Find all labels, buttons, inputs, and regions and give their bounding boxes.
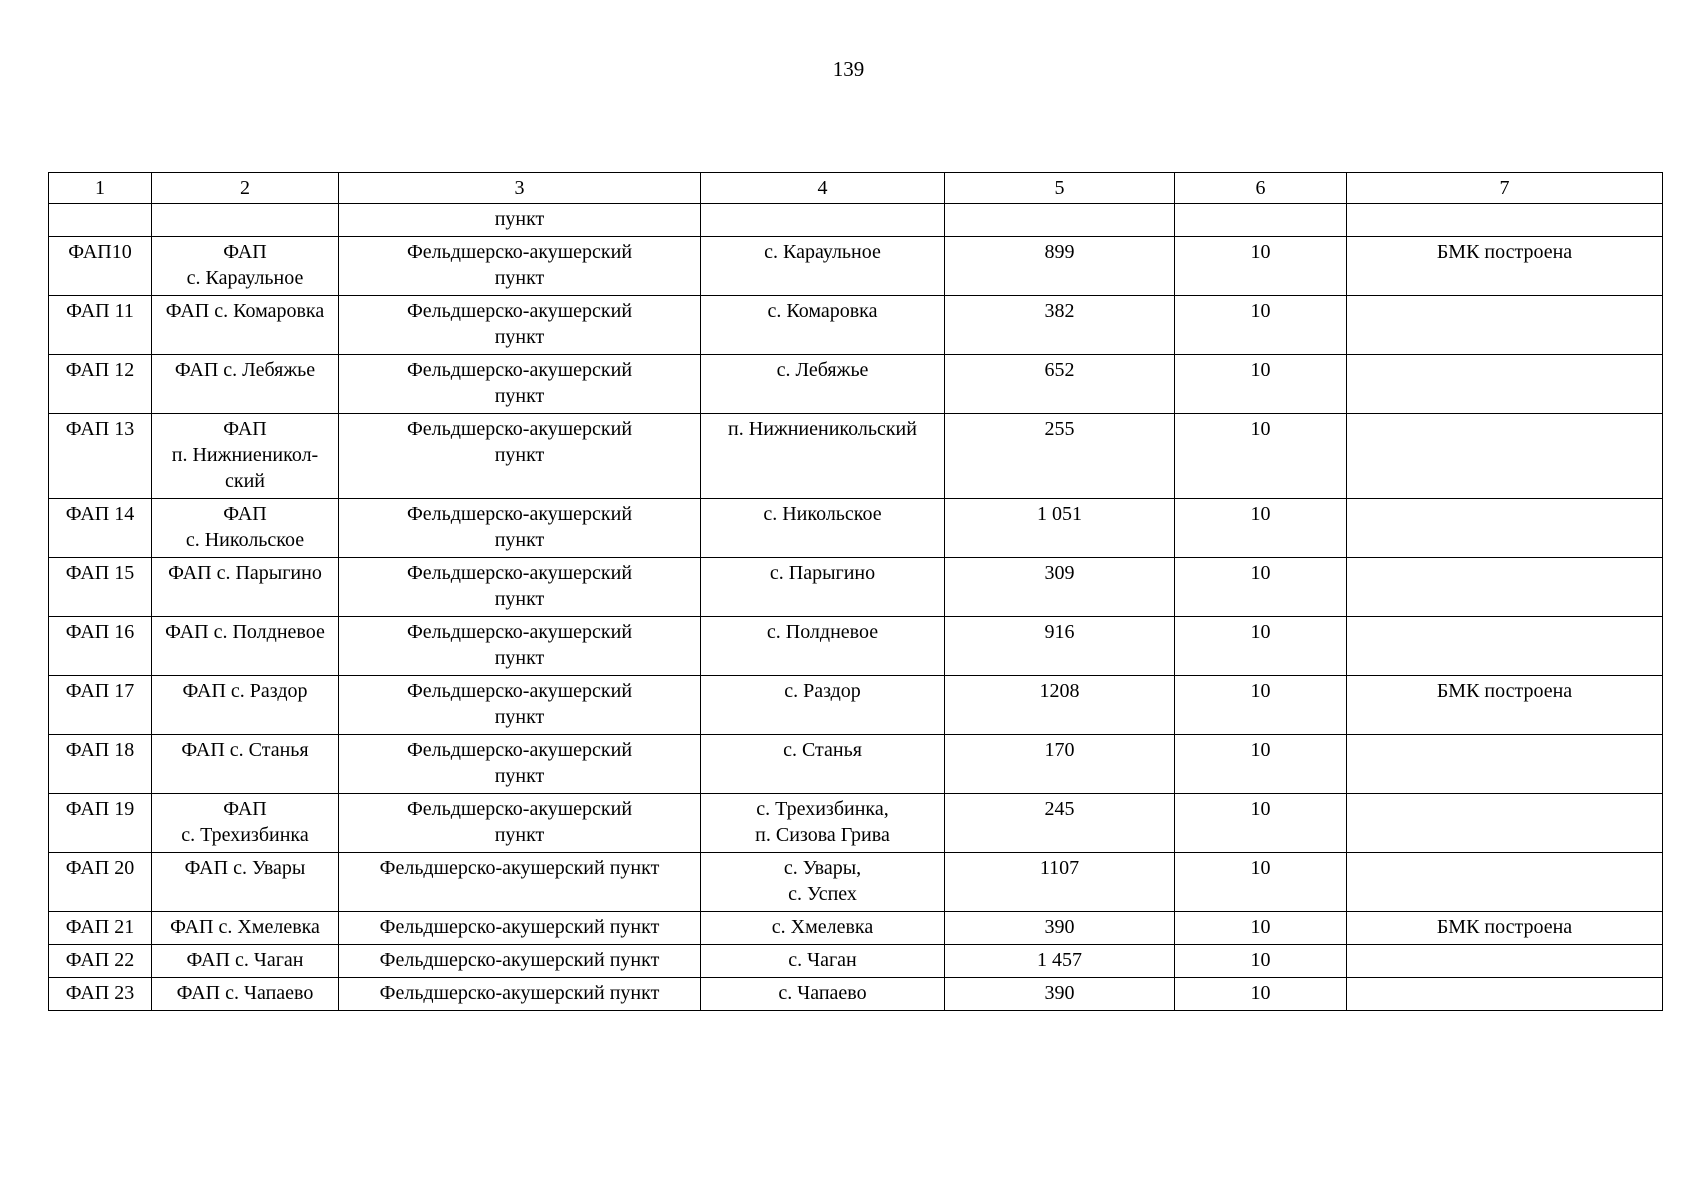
table-row: [49, 945, 1663, 978]
cell-text-line: 1107: [1039, 857, 1080, 879]
cell-population: [945, 912, 1175, 945]
cell-facility-name: [152, 237, 339, 296]
table-row: [49, 617, 1663, 676]
table-body: [49, 204, 1663, 1011]
cell-text-line: 10: [1250, 916, 1271, 938]
cell-radius: [1175, 794, 1347, 853]
cell-text-line: Фельдшерско-акушерский: [406, 562, 633, 584]
cell-facility-name: [152, 978, 339, 1011]
cell-text-line: пункт: [494, 588, 545, 610]
cell-text-line: п. Нижниеникол-: [171, 444, 319, 466]
cell-text-line: с. Караульное: [764, 241, 881, 263]
table-row: [49, 204, 1663, 237]
cell-note: [1347, 355, 1663, 414]
cell-code: [49, 735, 152, 794]
cell-text-line: 10: [1250, 241, 1271, 263]
cell-facility-type: [339, 676, 701, 735]
cell-text-line: с. Никольское: [763, 503, 882, 525]
cell-text-line: ский: [225, 470, 265, 492]
cell-text-line: ФАП 18: [65, 739, 135, 761]
cell-radius: [1175, 735, 1347, 794]
cell-text-line: ФАП 23: [65, 982, 135, 1004]
cell-text-line: Фельдшерско-акушерский пункт: [379, 916, 660, 938]
cell-code: [49, 912, 152, 945]
cell-facility-name: [152, 912, 339, 945]
cell-facility-name: [152, 945, 339, 978]
cell-text-line: 10: [1250, 982, 1271, 1004]
cell-settlement: [701, 945, 945, 978]
cell-text-line: 10: [1250, 798, 1271, 820]
cell-facility-type: [339, 912, 701, 945]
cell-population: [945, 204, 1175, 237]
cell-code: [49, 794, 152, 853]
cell-text-line: ФАП 15: [65, 562, 135, 584]
cell-text-line: 390: [1044, 982, 1075, 1004]
cell-settlement: [701, 204, 945, 237]
cell-text-line: 255: [1044, 418, 1075, 440]
cell-text-line: Фельдшерско-акушерский: [406, 621, 633, 643]
cell-population: [945, 296, 1175, 355]
cell-facility-name: [152, 355, 339, 414]
cell-facility-type: [339, 204, 701, 237]
cell-text-line: 10: [1250, 857, 1271, 879]
page-number: 139: [832, 57, 865, 81]
cell-note: [1347, 676, 1663, 735]
cell-note: [1347, 945, 1663, 978]
cell-text-line: ФАП: [223, 418, 267, 440]
cell-text-line: 390: [1044, 916, 1075, 938]
column-number: 2: [152, 173, 339, 204]
cell-population: [945, 499, 1175, 558]
cell-text-line: 916: [1044, 621, 1075, 643]
cell-text-line: пункт: [494, 326, 545, 348]
cell-text-line: ФАП 19: [65, 798, 135, 820]
table-row: [49, 978, 1663, 1011]
column-number-row: [49, 173, 1663, 204]
cell-facility-type: [339, 558, 701, 617]
cell-population: [945, 735, 1175, 794]
cell-text-line: Фельдшерско-акушерский: [406, 359, 633, 381]
cell-text-line: Фельдшерско-акушерский: [406, 418, 633, 440]
cell-population: [945, 355, 1175, 414]
cell-text-line: ФАП с. Полдневое: [165, 621, 325, 643]
cell-text-line: 10: [1250, 739, 1271, 761]
cell-text-line: 10: [1250, 418, 1271, 440]
cell-facility-name: [152, 794, 339, 853]
cell-text-line: 10: [1250, 562, 1271, 584]
cell-note: [1347, 414, 1663, 499]
table-row: [49, 499, 1663, 558]
cell-code: [49, 414, 152, 499]
cell-note: [1347, 204, 1663, 237]
cell-facility-type: [339, 499, 701, 558]
cell-text-line: Фельдшерско-акушерский: [406, 300, 633, 322]
cell-code: [49, 355, 152, 414]
cell-text-line: ФАП 14: [65, 503, 135, 525]
table-row: [49, 296, 1663, 355]
cell-text-line: ФАП с. Парыгино: [168, 562, 322, 584]
cell-population: [945, 558, 1175, 617]
cell-text-line: с. Караульное: [186, 267, 304, 289]
cell-note: [1347, 794, 1663, 853]
cell-radius: [1175, 237, 1347, 296]
cell-code: [49, 853, 152, 912]
cell-text-line: Фельдшерско-акушерский пункт: [379, 949, 660, 971]
cell-code: [49, 204, 152, 237]
table-row: [49, 676, 1663, 735]
cell-facility-type: [339, 735, 701, 794]
cell-text-line: пункт: [494, 385, 545, 407]
column-number: 3: [339, 173, 701, 204]
cell-text-line: с. Чапаево: [778, 982, 867, 1004]
cell-radius: [1175, 558, 1347, 617]
cell-text-line: ФАП: [223, 798, 267, 820]
cell-settlement: [701, 794, 945, 853]
cell-text-line: 10: [1250, 680, 1271, 702]
cell-text-line: ФАП с. Увары: [184, 857, 306, 879]
cell-text-line: с. Полдневое: [766, 621, 879, 643]
cell-text-line: с. Хмелевка: [771, 916, 874, 938]
cell-facility-name: [152, 558, 339, 617]
cell-text-line: 10: [1250, 503, 1271, 525]
cell-text-line: пункт: [494, 706, 545, 728]
cell-settlement: [701, 735, 945, 794]
cell-text-line: Фельдшерско-акушерский: [406, 680, 633, 702]
cell-text-line: 652: [1044, 359, 1075, 381]
cell-text-line: пункт: [494, 529, 545, 551]
cell-text-line: 245: [1044, 798, 1075, 820]
cell-text-line: 309: [1044, 562, 1075, 584]
cell-facility-type: [339, 237, 701, 296]
cell-note: [1347, 978, 1663, 1011]
cell-text-line: пункт: [494, 765, 545, 787]
cell-facility-type: [339, 355, 701, 414]
cell-text-line: с. Лебяжье: [776, 359, 869, 381]
cell-population: [945, 853, 1175, 912]
table-row: [49, 558, 1663, 617]
cell-facility-name: [152, 204, 339, 237]
cell-text-line: пункт: [494, 208, 545, 230]
cell-code: [49, 945, 152, 978]
cell-text-line: ФАП с. Раздор: [182, 680, 308, 702]
table-row: [49, 853, 1663, 912]
cell-code: [49, 499, 152, 558]
cell-text-line: ФАП 13: [65, 418, 135, 440]
cell-facility-name: [152, 676, 339, 735]
cell-text-line: с. Успех: [788, 883, 857, 905]
cell-settlement: [701, 558, 945, 617]
table-row: [49, 355, 1663, 414]
cell-text-line: ФАП: [223, 241, 267, 263]
column-number: 6: [1175, 173, 1347, 204]
facility-table: [48, 172, 1663, 1011]
cell-text-line: ФАП 16: [65, 621, 135, 643]
cell-note: [1347, 296, 1663, 355]
table-row: [49, 237, 1663, 296]
cell-radius: [1175, 912, 1347, 945]
cell-text-line: ФАП с. Хмелевка: [170, 916, 320, 938]
cell-settlement: [701, 414, 945, 499]
cell-facility-type: [339, 945, 701, 978]
cell-radius: [1175, 296, 1347, 355]
cell-code: [49, 558, 152, 617]
cell-note: [1347, 499, 1663, 558]
cell-text-line: пункт: [494, 824, 545, 846]
cell-code: [49, 296, 152, 355]
cell-text-line: 10: [1250, 359, 1271, 381]
cell-text-line: ФАП: [223, 503, 267, 525]
cell-text-line: ФАП 17: [65, 680, 135, 702]
cell-radius: [1175, 617, 1347, 676]
cell-facility-name: [152, 296, 339, 355]
cell-text-line: ФАП 21: [65, 916, 135, 938]
cell-text-line: с. Трехизбинка: [181, 824, 309, 846]
cell-facility-type: [339, 414, 701, 499]
cell-settlement: [701, 237, 945, 296]
cell-facility-type: [339, 853, 701, 912]
cell-note: [1347, 558, 1663, 617]
cell-facility-type: [339, 617, 701, 676]
cell-text-line: ФАП 20: [65, 857, 135, 879]
cell-text-line: 10: [1250, 300, 1271, 322]
cell-text-line: с. Увары,: [783, 857, 862, 879]
cell-text-line: ФАП с. Комаровка: [165, 300, 325, 322]
cell-text-line: 1 051: [1037, 503, 1082, 525]
cell-radius: [1175, 676, 1347, 735]
cell-population: [945, 237, 1175, 296]
cell-text-line: с. Чаган: [788, 949, 857, 971]
cell-population: [945, 794, 1175, 853]
cell-text-line: ФАП с. Лебяжье: [174, 359, 316, 381]
cell-text-line: Фельдшерско-акушерский: [406, 241, 633, 263]
cell-population: [945, 617, 1175, 676]
cell-note: [1347, 912, 1663, 945]
cell-text-line: 1208: [1039, 680, 1080, 702]
table-row: [49, 414, 1663, 499]
cell-facility-name: [152, 853, 339, 912]
cell-text-line: с. Раздор: [784, 680, 861, 702]
cell-text-line: с. Комаровка: [767, 300, 878, 322]
cell-text-line: пункт: [494, 444, 545, 466]
cell-settlement: [701, 978, 945, 1011]
cell-radius: [1175, 204, 1347, 237]
cell-radius: [1175, 978, 1347, 1011]
cell-text-line: 899: [1044, 241, 1075, 263]
cell-facility-name: [152, 735, 339, 794]
column-number: 4: [701, 173, 945, 204]
cell-text-line: ФАП с. Чапаево: [176, 982, 314, 1004]
cell-radius: [1175, 414, 1347, 499]
cell-note: [1347, 617, 1663, 676]
cell-text-line: с. Никольское: [185, 529, 305, 551]
cell-text-line: п. Нижниеникольский: [728, 418, 917, 440]
cell-radius: [1175, 945, 1347, 978]
column-number: 7: [1347, 173, 1663, 204]
cell-text-line: с. Трехизбинка,: [756, 798, 889, 820]
cell-text-line: с. Станья: [783, 739, 862, 761]
cell-text-line: Фельдшерско-акушерский: [406, 798, 633, 820]
cell-facility-name: [152, 414, 339, 499]
cell-text-line: 10: [1250, 621, 1271, 643]
cell-population: [945, 945, 1175, 978]
cell-text-line: пункт: [494, 647, 545, 669]
cell-text-line: ФАП с. Чаган: [186, 949, 304, 971]
column-number: 5: [945, 173, 1175, 204]
table-row: [49, 912, 1663, 945]
column-number: 1: [49, 173, 152, 204]
cell-settlement: [701, 853, 945, 912]
cell-code: [49, 978, 152, 1011]
cell-facility-type: [339, 794, 701, 853]
cell-radius: [1175, 499, 1347, 558]
cell-code: [49, 237, 152, 296]
cell-text-line: ФАП с. Станья: [181, 739, 309, 761]
cell-note: [1347, 237, 1663, 296]
cell-settlement: [701, 296, 945, 355]
cell-note: [1347, 853, 1663, 912]
cell-text-line: 170: [1044, 739, 1075, 761]
cell-population: [945, 676, 1175, 735]
cell-settlement: [701, 499, 945, 558]
cell-radius: [1175, 853, 1347, 912]
cell-settlement: [701, 912, 945, 945]
cell-text-line: с. Парыгино: [769, 562, 876, 584]
cell-settlement: [701, 617, 945, 676]
cell-text-line: п. Сизова Грива: [755, 824, 890, 846]
cell-text-line: 10: [1250, 949, 1271, 971]
cell-text-line: 1 457: [1037, 949, 1082, 971]
cell-radius: [1175, 355, 1347, 414]
cell-facility-name: [152, 617, 339, 676]
cell-text-line: ФАП 11: [66, 300, 134, 322]
cell-facility-type: [339, 978, 701, 1011]
cell-text-line: Фельдшерско-акушерский пункт: [379, 982, 660, 1004]
cell-text-line: Фельдшерско-акушерский пункт: [379, 857, 660, 879]
cell-text-line: БМК построена: [1436, 241, 1573, 263]
cell-text-line: ФАП 12: [65, 359, 135, 381]
cell-code: [49, 617, 152, 676]
cell-text-line: ФАП10: [68, 241, 132, 263]
cell-text-line: БМК построена: [1436, 680, 1573, 702]
cell-population: [945, 414, 1175, 499]
cell-text-line: Фельдшерско-акушерский: [406, 739, 633, 761]
cell-note: [1347, 735, 1663, 794]
cell-text-line: Фельдшерско-акушерский: [406, 503, 633, 525]
cell-facility-type: [339, 296, 701, 355]
cell-code: [49, 676, 152, 735]
cell-text-line: 382: [1044, 300, 1075, 322]
table-row: [49, 794, 1663, 853]
cell-settlement: [701, 676, 945, 735]
table-row: [49, 735, 1663, 794]
cell-population: [945, 978, 1175, 1011]
cell-text-line: пункт: [494, 267, 545, 289]
cell-settlement: [701, 355, 945, 414]
cell-text-line: ФАП 22: [65, 949, 135, 971]
cell-text-line: БМК построена: [1436, 916, 1573, 938]
cell-facility-name: [152, 499, 339, 558]
